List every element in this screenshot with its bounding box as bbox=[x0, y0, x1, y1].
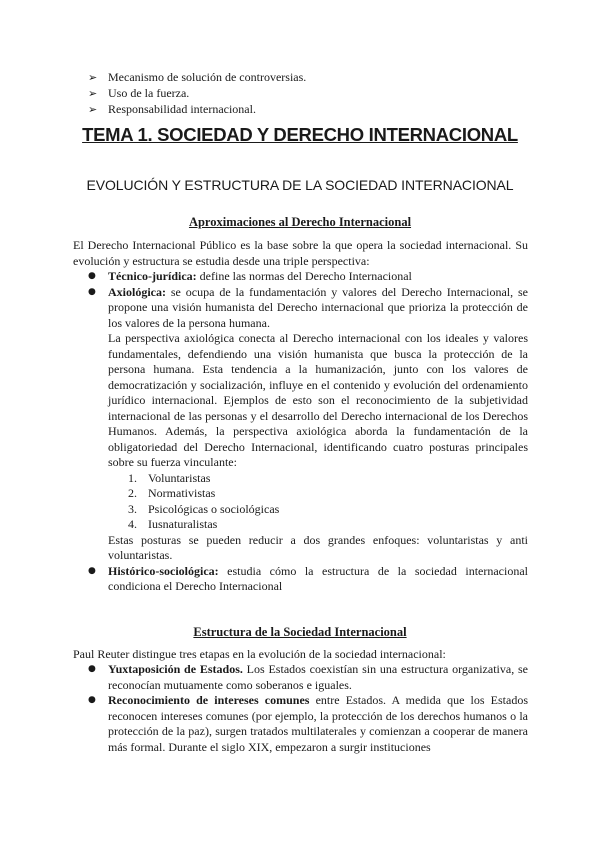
list-item-text: Iusnaturalistas bbox=[148, 517, 218, 531]
bullet-text: se ocupa de la fundamentación y valores del Derecho Internacional, se propone una visión humanista del Derecho internacional que prioriza la protección de los valores de la persona humana. bbox=[108, 284, 528, 330]
bullet-term: Técnico-jurídica: bbox=[108, 269, 197, 283]
bullet-term: Histórico-sociológica: bbox=[108, 563, 219, 578]
arrow-bullet-icon: ➢ bbox=[88, 71, 98, 85]
bullet-term: Reconocimiento de intereses comunes bbox=[108, 693, 310, 707]
list-item bbox=[128, 471, 528, 487]
arrow-bullet-icon: ➢ bbox=[88, 103, 98, 117]
section-heading-estructura: Estructura de la Sociedad Internacional bbox=[193, 625, 407, 639]
bullet-term: Yuxtaposición de Estados. bbox=[108, 662, 243, 676]
list-item bbox=[128, 517, 528, 533]
list-item bbox=[88, 102, 528, 118]
list-item bbox=[88, 86, 528, 102]
bullet-term: Axiológica: bbox=[108, 284, 166, 299]
list-number: 1. bbox=[128, 470, 137, 485]
list-item-text: Voluntaristas bbox=[148, 470, 211, 485]
bullet-text: Los Estados coexistían sin una estructura organizativa, se reconocían mutuamente como soberanos e iguales. bbox=[108, 662, 529, 692]
bullet-text: estudia cómo la estructura de la sociedad internacional condiciona el Derecho Internacional bbox=[108, 563, 528, 593]
list-item-text: Psicológicas o sociológicas bbox=[148, 501, 280, 516]
stages-list bbox=[88, 662, 528, 755]
list-item bbox=[88, 70, 528, 86]
list-item bbox=[128, 486, 528, 502]
list-item-text: Responsabilidad internacional. bbox=[108, 102, 256, 117]
list-item-text: Uso de la fuerza. bbox=[108, 86, 190, 101]
bullet-text: entre Estados. A medida que los Estados reconocen intereses comunes (por ejemplo, la protección de los derechos humanos o la protección de la paz), surgen tratados multilaterales y comienzan a cooperar de manera más formal. Durante el siglo XIX, empezaron a surgir instituciones bbox=[108, 693, 529, 754]
axiologica-detail: La perspectiva axiológica conecta al Derecho internacional con los ideales y valores fundamentales, defendiendo una visión humanista que busca la protección de la persona humana. Esta tendencia a la humanización, junto con los valores de democratización y socialización, influye en el contenido y evolución del ordenamiento jurídico internacional. Ejemplos de esto son el reconocimiento de la subjetividad internacional de las personas y el desarrollo del Derecho internacional de los Derechos Humanos. Además, la perspectiva axiológica aborda la fundamentación de la obligatoriedad del Derecho Internacional, identificando cuatro posturas principales sobre su fuerza vinculante: bbox=[108, 331, 528, 469]
page-title: TEMA 1. SOCIEDAD Y DERECHO INTERNACIONAL bbox=[82, 124, 518, 145]
intro-paragraph: El Derecho Internacional Público es la base sobre la que opera la sociedad internacional. Su evolución y estructura se estudia desde una triple perspectiva: bbox=[73, 238, 528, 268]
top-arrow-list bbox=[88, 70, 528, 118]
list-number: 3. bbox=[128, 501, 137, 516]
list-item-text: Mecanismo de solución de controversias. bbox=[108, 70, 307, 85]
postures-list bbox=[128, 471, 528, 533]
list-item bbox=[88, 564, 528, 595]
arrow-bullet-icon: ➢ bbox=[88, 87, 98, 101]
list-item bbox=[88, 269, 528, 285]
list-item bbox=[88, 662, 528, 693]
list-item-text: Normativistas bbox=[148, 486, 216, 500]
bullet-text: define las normas del Derecho Internacional bbox=[196, 269, 412, 283]
list-item bbox=[128, 502, 528, 518]
section-heading-aproximaciones: Aproximaciones al Derecho Internacional bbox=[188, 215, 412, 229]
postures-summary: Estas posturas se pueden reducir a dos grandes enfoques: voluntaristas y anti voluntaristas. bbox=[108, 532, 528, 562]
list-number: 2. bbox=[128, 486, 137, 500]
reuter-intro: Paul Reuter distingue tres etapas en la evolución de la sociedad internacional: bbox=[73, 647, 446, 661]
section-subtitle: EVOLUCIÓN Y ESTRUCTURA DE LA SOCIEDAD INTERNACIONAL bbox=[86, 177, 514, 193]
list-item bbox=[88, 285, 528, 564]
list-number: 4. bbox=[128, 517, 137, 531]
perspectives-list bbox=[88, 269, 528, 595]
list-item bbox=[88, 693, 528, 755]
